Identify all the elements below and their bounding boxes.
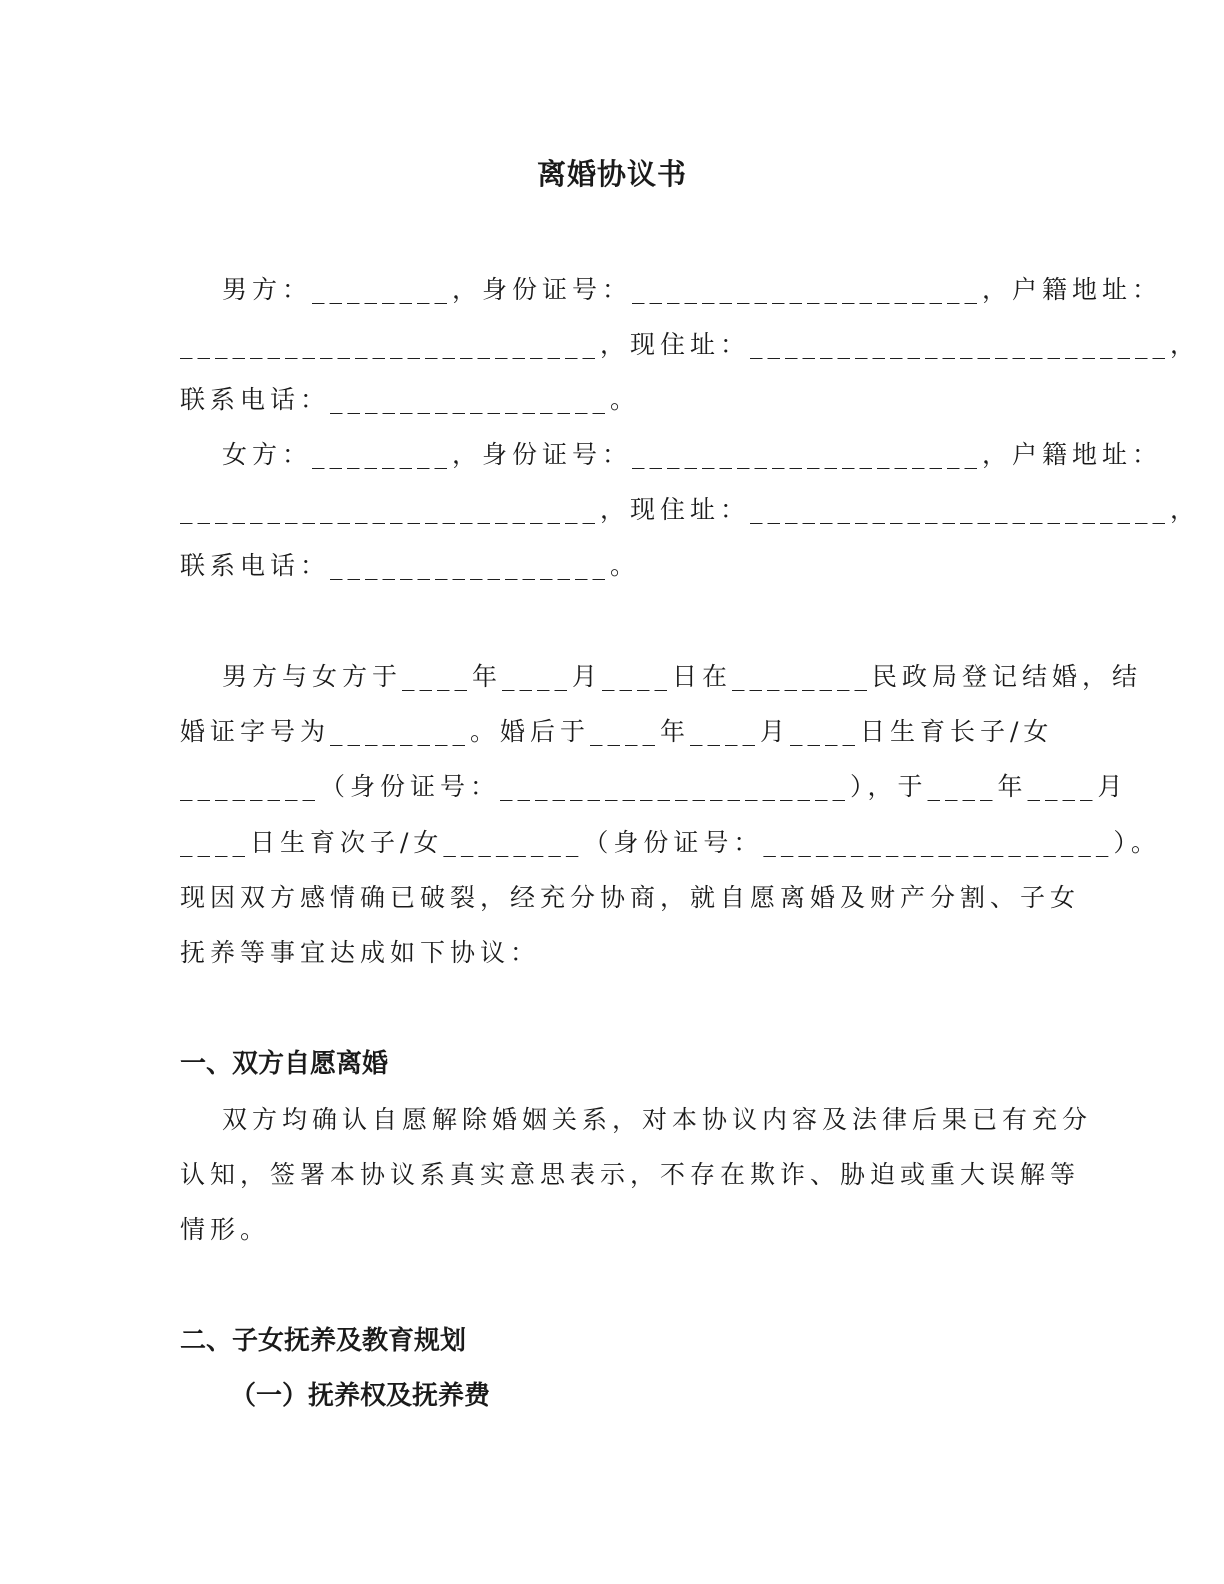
preamble-line-5: 现因双方感情确已破裂，经充分协商，就自愿离婚及财产分割、子女 bbox=[180, 883, 1081, 912]
party-female-line-3: 联系电话：________________。 bbox=[180, 551, 641, 580]
section-1-heading: 一、双方自愿离婚 bbox=[180, 1049, 389, 1079]
document-title: 离婚协议书 bbox=[536, 157, 687, 191]
section-2-subheading: （一）抚养权及抚养费 bbox=[230, 1381, 491, 1411]
preamble-line-1: 男方与女方于____年____月____日在________民政局登记结婚，结 bbox=[222, 662, 1143, 691]
section-1-body-line-3: 情形。 bbox=[180, 1215, 271, 1244]
party-male-line-1: 男方：________，身份证号：____________________，户籍地址： bbox=[222, 275, 1163, 304]
section-2-heading: 二、子女抚养及教育规划 bbox=[180, 1326, 467, 1356]
preamble-line-4: ____日生育次子/女________（身份证号：____________________）。 bbox=[180, 828, 1161, 857]
party-female-line-2: ________________________，现住址：________________________， bbox=[180, 495, 1201, 524]
section-1-body-line-2: 认知，签署本协议系真实意思表示，不存在欺诈、胁迫或重大误解等 bbox=[180, 1160, 1081, 1189]
party-female-line-1: 女方：________，身份证号：____________________，户籍地址： bbox=[222, 440, 1163, 469]
section-1-body-line-1: 双方均确认自愿解除婚姻关系，对本协议内容及法律后果已有充分 bbox=[222, 1105, 1093, 1134]
preamble-line-3: ________（身份证号：____________________），于____年____月 bbox=[180, 772, 1128, 801]
party-male-line-2: ________________________，现住址：________________________， bbox=[180, 330, 1201, 359]
preamble-line-6: 抚养等事宜达成如下协议： bbox=[180, 938, 541, 967]
party-male-line-3: 联系电话：________________。 bbox=[180, 385, 641, 414]
preamble-line-2: 婚证字号为________。婚后于____年____月____日生育长子/女 bbox=[180, 717, 1054, 746]
